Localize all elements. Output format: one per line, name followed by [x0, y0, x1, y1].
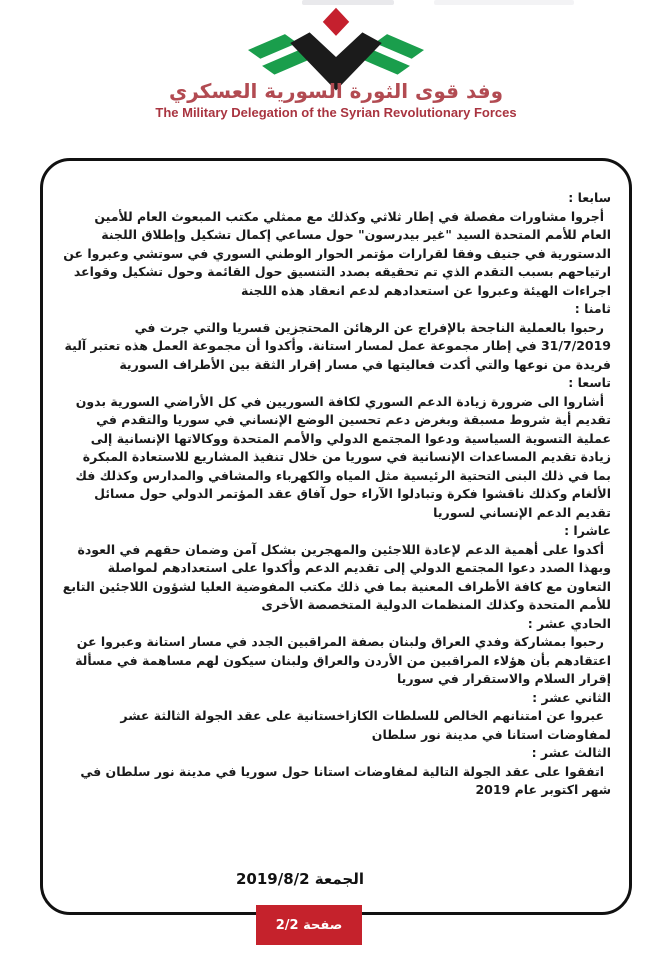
section-heading: سابعا :	[568, 190, 611, 205]
date-line: الجمعة 2019/8/2	[235, 870, 365, 888]
section-paragraph: أشاروا الى ضرورة زيادة الدعم السوري لكافة السوريين في كل الأراضي السورية بدون تقديم أية شروط مسبقة وبغرض دعم تحسين الوضع الإنساني في سوريا والتقدم في عملية التسوية السياسية ودعوا المجتمع الدولي والأمم المتحدة ووكالاتها الإنسانية إلى زيادة تقديم المساعدات الإنسانية في سوريا من خلال تنفيذ المشاريع للاستعادة المبكرة بما في ذلك البنى التحتية الرئيسية مثل المياه والكهرباء والمشافي والمدارس وكذلك فك الألغام وكذلك ناقشوا فكرة وتبادلوا الآراء حول آفاق عقد المؤتمر الدولي حول مسائل تقديم الدعم الإنساني لسوريا	[75, 393, 611, 520]
section-heading: تاسعا :	[568, 375, 611, 390]
section-paragraph: عبروا عن امتنانهم الخالص للسلطات الكازاخستانية على عقد الجولة الثالثة عشر لمفاوضات استانا في مدينة نور سلطان	[120, 708, 611, 742]
section-thirteenth	[61, 744, 611, 800]
org-title-arabic: وفد قوى الثورة السورية العسكري	[168, 79, 504, 103]
section-heading: الحادي عشر :	[527, 615, 611, 631]
section-heading: الثالث عشر :	[531, 745, 611, 760]
section-paragraph: رحبوا بمشاركة وفدي العراق ولبنان بصفة المراقبين الجدد في مسار استانة وعبروا عن اعتقادهم بأن هؤلاء المراقبين من الأردن والعراق ولبنان سيكون لهم مساهمة في مسألة إقرار السلام والاستقرار في سوريا	[75, 634, 611, 686]
section-heading: ثامنا :	[574, 301, 611, 316]
page-number-badge: صفحة 2/2	[256, 905, 362, 945]
logo-red-diamond	[323, 8, 349, 36]
section-heading: عاشرا :	[564, 523, 611, 538]
section-paragraph: رحبوا بالعملية الناجحة بالإفراج عن الرهائن المحتجزين قسريا والتي جرت في 31/7/2019 في إطار مجموعة عمل لمسار استانة. وأكدوا أن مجموعة العمل هذه تعتبر آلية فريدة من نوعها والتي أكدت فعاليتها في مسار إقرار الثقة بين الأطراف السورية	[64, 319, 611, 372]
section-seventh	[61, 189, 611, 300]
section-eighth	[61, 300, 611, 374]
section-tenth	[61, 522, 611, 615]
section-paragraph: أجروا مشاورات مفصلة في إطار ثلاثي وكذلك مع ممثلي مكتب المبعوث العام للأمين العام للأمم المتحدة السيد "غير بيدرسون" حول مساعي إكمال تشكيل وإطلاق اللجنة الدستورية في جنيف وفقا لقرارات مؤتمر الحوار الوطني السوري في سوتشي وعبروا عن ارتياحهم بسبب التقدم الذي تم تحقيقه بصدد التنسيق حول القائمة وحول تشكيل وقواعد اجراءات الهيئة وعبروا عن استعدادهم لدعم انعقاد هذه اللجنة	[63, 208, 611, 298]
section-heading: الثاني عشر :	[532, 689, 611, 705]
page-edge-artifact	[302, 0, 394, 5]
org-title-english: The Military Delegation of the Syrian Revolutionary Forces	[155, 105, 517, 120]
section-paragraph: أكدوا على أهمية الدعم لإعادة اللاجئين والمهجرين بشكل آمن وضمان حقهم في العودة وبهذا الصدد دعوا المجتمع الدولي إلى تقديم الدعم وأكدوا على استعدادهم لمواصلة التعاون مع كافة الأطراف المعنية بما في ذلك مكتب المفوضية العليا لشؤون اللاجئين التابع للأمم المتحدة وكذلك المنظمات الدولية المتخصصة الأخرى	[62, 541, 611, 612]
section-ninth	[61, 374, 611, 522]
section-paragraph: اتفقوا على عقد الجولة التالية لمفاوضات استانا حول سوريا في مدينة نور سلطان في شهر اكتوبر عام 2019	[80, 763, 611, 797]
communique-body	[61, 189, 611, 857]
section-eleventh	[61, 615, 611, 689]
page-edge-artifact	[434, 0, 574, 5]
section-twelfth	[61, 689, 611, 745]
